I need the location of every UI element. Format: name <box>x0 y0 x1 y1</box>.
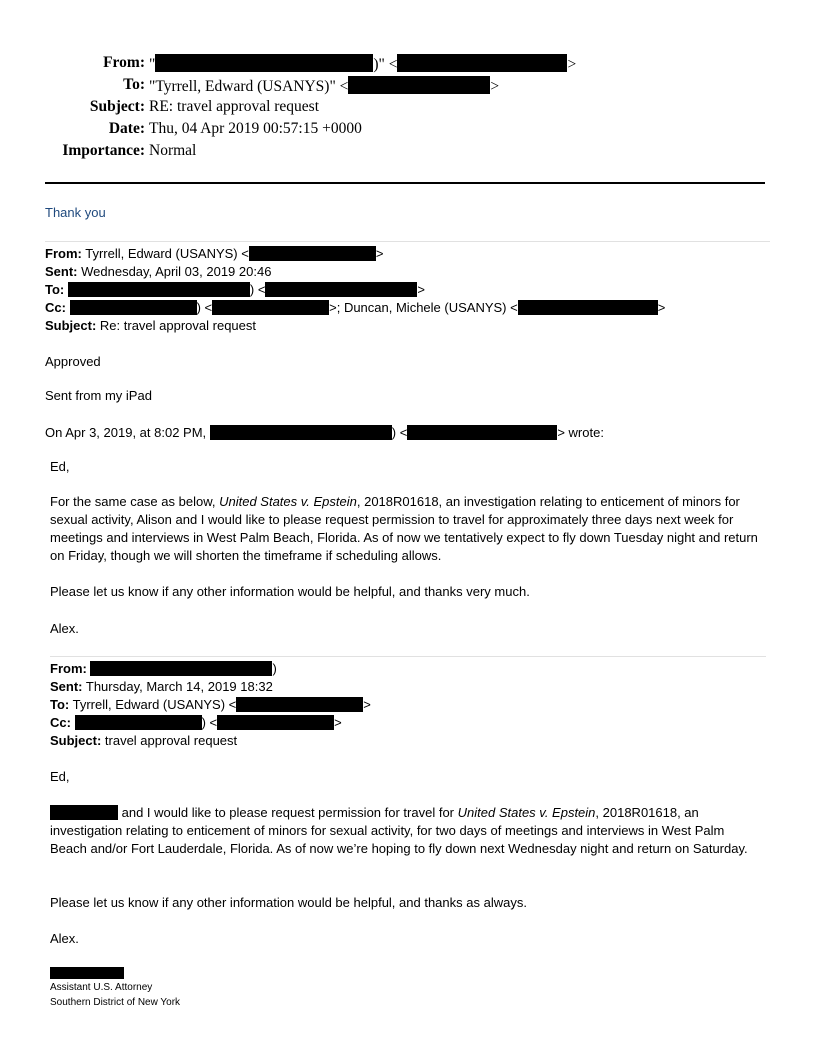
redaction-block <box>70 300 197 315</box>
msg2-case-name: United States v. Epstein <box>219 494 357 509</box>
msg3-cc-label: Cc: <box>50 715 71 730</box>
date-label: Date: <box>108 120 145 137</box>
msg3-p1-start: and I would like to please request permission for travel for <box>118 805 458 820</box>
redaction-block <box>90 661 272 676</box>
signature-office: Southern District of New York <box>50 997 181 1008</box>
quote-divider-2 <box>50 656 766 657</box>
msg3-sent-value: Thursday, March 14, 2019 18:32 <box>82 679 273 694</box>
date-value: Thu, 04 Apr 2019 00:57:15 +0000 <box>149 120 362 137</box>
redaction-block <box>155 54 373 72</box>
msg2-signoff: Alex. <box>50 621 79 636</box>
msg3-paragraph-2: Please let us know if any other information would be helpful, and thanks as always. <box>50 895 527 910</box>
wrote-mid: ) < <box>391 425 408 440</box>
msg3-cc-row <box>50 714 342 731</box>
header-divider <box>45 182 765 184</box>
msg1-from-row <box>45 245 383 262</box>
redaction-block <box>68 282 250 297</box>
importance-value: Normal <box>149 142 197 159</box>
to-name: "Tyrrell, Edward (USANYS)" < <box>149 78 349 95</box>
msg3-greeting: Ed, <box>50 769 70 784</box>
msg1-cc-mid2: >; Duncan, Michele (USANYS) < <box>329 300 518 315</box>
msg1-subject-row <box>45 317 256 334</box>
redaction-block <box>348 76 490 94</box>
msg1-from-end: > <box>375 246 384 261</box>
msg3-from-label: From: <box>50 661 87 676</box>
msg3-sent-row <box>50 678 273 695</box>
msg1-subject-label: Subject: <box>45 318 97 333</box>
from-value <box>149 54 576 74</box>
msg1-sent-label: Sent: <box>45 264 78 279</box>
msg1-to-label: To: <box>45 282 65 297</box>
importance-label: Importance: <box>62 142 145 159</box>
to-value <box>149 76 499 96</box>
msg3-to-label: To: <box>50 697 70 712</box>
msg1-to-end: > <box>417 282 426 297</box>
redaction-block <box>50 805 118 820</box>
msg1-wrote-line <box>45 424 604 441</box>
reply-text: Thank you <box>45 205 106 220</box>
msg3-to-value: Tyrrell, Edward (USANYS) < <box>69 697 237 712</box>
redaction-block <box>75 715 202 730</box>
msg3-signoff: Alex. <box>50 931 79 946</box>
redaction-block <box>407 425 557 440</box>
redaction-block <box>265 282 417 297</box>
signature-name-redaction <box>50 967 124 979</box>
msg3-from-end: ) <box>272 661 277 676</box>
msg1-body-approved: Approved <box>45 354 101 369</box>
msg1-to-mid: ) < <box>249 282 266 297</box>
msg3-to-row <box>50 696 371 713</box>
signature-title: Assistant U.S. Attorney <box>50 982 153 993</box>
msg1-cc-end: > <box>657 300 666 315</box>
redaction-block <box>212 300 329 315</box>
msg2-greeting: Ed, <box>50 459 70 474</box>
redaction-block <box>518 300 658 315</box>
msg1-cc-label: Cc: <box>45 300 66 315</box>
wrote-suffix: > wrote: <box>557 425 604 440</box>
msg1-subject-value: Re: travel approval request <box>96 318 256 333</box>
from-quote-open: " <box>149 56 156 73</box>
msg3-cc-mid: ) < <box>201 715 218 730</box>
msg1-cc-mid: ) < <box>196 300 213 315</box>
redaction-block <box>217 715 334 730</box>
redaction-block <box>210 425 392 440</box>
msg1-cc-row <box>45 299 665 316</box>
redaction-block <box>249 246 376 261</box>
from-label: From: <box>103 54 145 71</box>
msg1-to-row <box>45 281 425 298</box>
msg3-paragraph-1 <box>50 804 762 858</box>
msg3-case-name: United States v. Epstein <box>457 805 596 820</box>
msg2-p1-rest: , 2018R01618, an investigation relating to enticement of minors for sexual activity, Alison and I would like to please request permission to travel for approximately three days next week for meetings and interviews in West Palm Beach, Florida. As of now we tentatively expect to fly down Tuesday night and return on Friday, though we will shorten the timeframe if scheduling allows. <box>50 494 758 563</box>
from-bracket-close: > <box>567 56 577 73</box>
msg3-sent-label: Sent: <box>50 679 83 694</box>
msg3-cc-end: > <box>334 715 342 730</box>
msg1-from-value: Tyrrell, Edward (USANYS) < <box>81 246 249 261</box>
msg1-from-label: From: <box>45 246 82 261</box>
msg2-p1-start: For the same case as below, <box>50 494 220 509</box>
msg1-sent-value: Wednesday, April 03, 2019 20:46 <box>77 264 272 279</box>
quote-divider <box>45 241 770 242</box>
msg2-paragraph-1 <box>50 493 770 565</box>
redaction-block <box>236 697 363 712</box>
to-bracket-close: > <box>490 78 500 95</box>
subject-value: RE: travel approval request <box>149 98 320 115</box>
msg3-subject-label: Subject: <box>50 733 102 748</box>
msg3-from-row <box>50 660 277 677</box>
msg1-body-signature: Sent from my iPad <box>45 388 152 403</box>
msg1-sent-row <box>45 263 271 280</box>
to-label: To: <box>123 76 145 93</box>
msg3-subject-value: travel approval request <box>101 733 238 748</box>
msg3-subject-row <box>50 732 237 749</box>
msg2-paragraph-2: Please let us know if any other information would be helpful, and thanks very much. <box>50 584 530 599</box>
msg3-p1-rest: , 2018R01618, an investigation relating to enticement of minors for sexual activity, for two days of meetings and interviews in West Palm Beach and/or Fort Lauderdale, Florida. As of now we’re hoping to fly down next Wednesday night and return on Saturday. <box>50 805 748 856</box>
wrote-prefix: On Apr 3, 2019, at 8:02 PM, <box>45 425 210 440</box>
subject-label: Subject: <box>89 98 145 115</box>
redaction-block <box>397 54 567 72</box>
from-quote-close: )" < <box>373 56 398 73</box>
msg3-to-end: > <box>363 697 371 712</box>
